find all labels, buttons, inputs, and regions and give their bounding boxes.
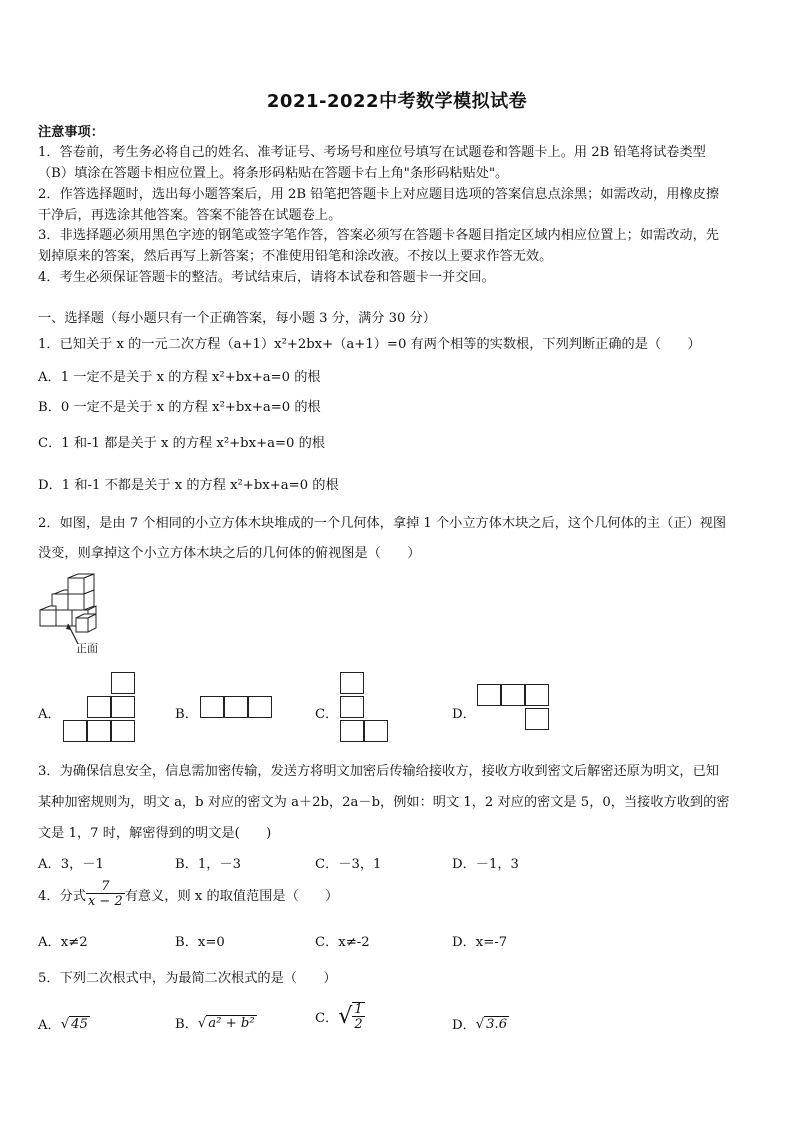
q5-option-b-label: B． xyxy=(175,1017,198,1032)
q1-option-c: C．1 和-1 都是关于 x 的方程 x²+bx+a=0 的根 xyxy=(38,436,325,451)
grid-cell xyxy=(501,684,525,706)
notes-line-3a: 3．非选择题必须用黑色字迹的钢笔或签字笔作答，答案必须写在答题卡各题目指定区域内相应位置上；如需改动，先 xyxy=(38,228,719,243)
q4-option-d: D．x=-7 xyxy=(452,935,508,950)
q4-stem xyxy=(38,880,338,908)
page-title: 2021-2022中考数学模拟试卷 xyxy=(266,91,528,112)
q2-option-b-label: B． xyxy=(175,707,198,722)
q2-option-b-figure xyxy=(199,696,275,720)
grid-cell xyxy=(224,696,248,718)
radicand: 45 xyxy=(71,1016,88,1032)
grid-cell xyxy=(340,672,364,694)
q2-stem-line-1: 2．如图，是由 7 个相同的小立方体木块堆成的一个几何体，拿掉 1 个小立方体木块之后，这个几何体的主（正）视图 xyxy=(38,516,727,531)
grid-cell xyxy=(87,696,111,718)
q2-solid-figure xyxy=(38,572,112,662)
front-view-label: 正面 xyxy=(76,642,98,655)
q4-option-c: C．x≠-2 xyxy=(315,935,370,950)
grid-cell xyxy=(200,696,224,718)
cube-stack-drawing xyxy=(38,572,112,662)
section-heading: 一、选择题（每小题只有一个正确答案，每小题 3 分，满分 30 分） xyxy=(38,311,436,326)
grid-cell xyxy=(525,684,549,706)
notes-line-3b: 划掉原来的答案，然后再写上新答案；不准使用铅笔和涂改液。不按以上要求作答无效。 xyxy=(38,249,553,264)
q5-option-b xyxy=(175,1013,257,1032)
q2-option-d-label: D． xyxy=(452,707,476,722)
notes-line-2a: 2．作答选择题时，选出每小题答案后，用 2B 铅笔把答题卡上对应题目选项的答案信息点涂黑；如需改动，用橡皮擦 xyxy=(38,187,720,202)
q2-option-c-figure xyxy=(339,672,391,746)
grid-cell xyxy=(340,696,364,718)
q1-stem: 1．已知关于 x 的一元二次方程（a+1）x²+2bx+（a+1）=0 有两个相等的实数根，下列判断正确的是（ ） xyxy=(38,337,701,352)
notes-line-4: 4．考生必须保证答题卡的整洁。考试结束后，请将本试卷和答题卡一并交回。 xyxy=(38,270,495,285)
q2-option-a-figure xyxy=(62,672,138,746)
q5-option-d xyxy=(452,1014,509,1033)
q4-option-b: B．x=0 xyxy=(175,935,225,950)
q4-denominator: x − 2 xyxy=(87,894,123,909)
grid-cell xyxy=(340,720,364,742)
q3-option-b: B．1，－3 xyxy=(175,857,242,872)
q3-option-d: D．－1，3 xyxy=(452,857,519,872)
radicand: a² + b² xyxy=(208,1015,255,1031)
q5-option-c-fraction xyxy=(352,1002,364,1031)
q5-option-c xyxy=(315,1002,365,1031)
q3-option-a: A．3，－1 xyxy=(38,857,104,872)
grid-cell xyxy=(477,684,501,706)
radicand: 3.6 xyxy=(486,1016,508,1032)
q5-option-a-label: A． xyxy=(38,1018,61,1033)
q5-option-a-radical: √ 45 xyxy=(60,1016,88,1032)
notes-line-1a: 1．答卷前，考生务必将自己的姓名、准考证号、考场号和座位号填写在试题卷和答题卡上。用 2B 铅笔将试卷类型 xyxy=(38,145,706,160)
q1-option-b: B．0 一定不是关于 x 的方程 x²+bx+a=0 的根 xyxy=(38,400,321,415)
q5-c-numerator: 1 xyxy=(354,1002,363,1017)
q2-stem-line-2: 没变，则拿掉这个小立方体木块之后的几何体的俯视图是（ ） xyxy=(38,546,421,561)
q3-option-c: C．－3，1 xyxy=(315,857,382,872)
q2-option-d-figure xyxy=(476,684,552,734)
grid-cell xyxy=(63,720,87,742)
q5-option-b-radical: √ a² + b² xyxy=(197,1015,255,1031)
q5-option-d-radical: √ 3.6 xyxy=(475,1016,508,1032)
notes-line-2b: 干净后，再选涂其他答案。答案不能答在试题卷上。 xyxy=(38,208,342,223)
q4-stem-suffix: 有意义，则 x 的取值范围是（ ） xyxy=(124,888,339,904)
q5-stem: 5．下列二次根式中，为最简二次根式的是（ ） xyxy=(38,971,337,986)
q2-option-a-label: A． xyxy=(38,707,61,722)
q5-option-d-label: D． xyxy=(452,1018,476,1033)
notes-line-1b: （B）填涂在答题卡相应位置上。将条形码粘贴在答题卡右上角"条形码粘贴处"。 xyxy=(38,166,509,181)
grid-cell xyxy=(364,720,388,742)
q5-option-a xyxy=(38,1014,90,1033)
q3-stem-line-3: 文是 1，7 时，解密得到的明文是( ) xyxy=(38,826,272,841)
q4-numerator: 7 xyxy=(101,879,110,894)
q5-c-denominator: 2 xyxy=(354,1017,363,1032)
q1-option-d: D．1 和-1 不都是关于 x 的方程 x²+bx+a=0 的根 xyxy=(38,478,339,493)
q5-option-c-label: C． xyxy=(315,1011,339,1026)
grid-cell xyxy=(87,720,111,742)
q4-fraction xyxy=(86,880,125,908)
q3-stem-line-2: 某种加密规则为，明文 a，b 对应的密文为 a＋2b，2a－b，例如：明文 1，2 对应的密文是 5，0，当接收方收到的密 xyxy=(38,795,730,810)
radical-sign-icon: √ xyxy=(338,1003,353,1029)
q4-option-a: A．x≠2 xyxy=(38,935,88,950)
q2-option-c-label: C． xyxy=(315,707,339,722)
notes-heading: 注意事项： xyxy=(38,125,104,140)
q3-stem-line-1: 3．为确保信息安全，信息需加密传输，发送方将明文加密后传输给接收方，接收方收到密文后解密还原为明文，已知 xyxy=(38,764,719,779)
grid-cell xyxy=(248,696,272,718)
grid-cell xyxy=(111,672,135,694)
q1-option-a: A．1 一定不是关于 x 的方程 x²+bx+a=0 的根 xyxy=(38,370,321,385)
q4-stem-prefix: 4．分式 xyxy=(38,888,86,904)
grid-cell xyxy=(111,720,135,742)
grid-cell xyxy=(111,696,135,718)
grid-cell xyxy=(525,708,549,730)
